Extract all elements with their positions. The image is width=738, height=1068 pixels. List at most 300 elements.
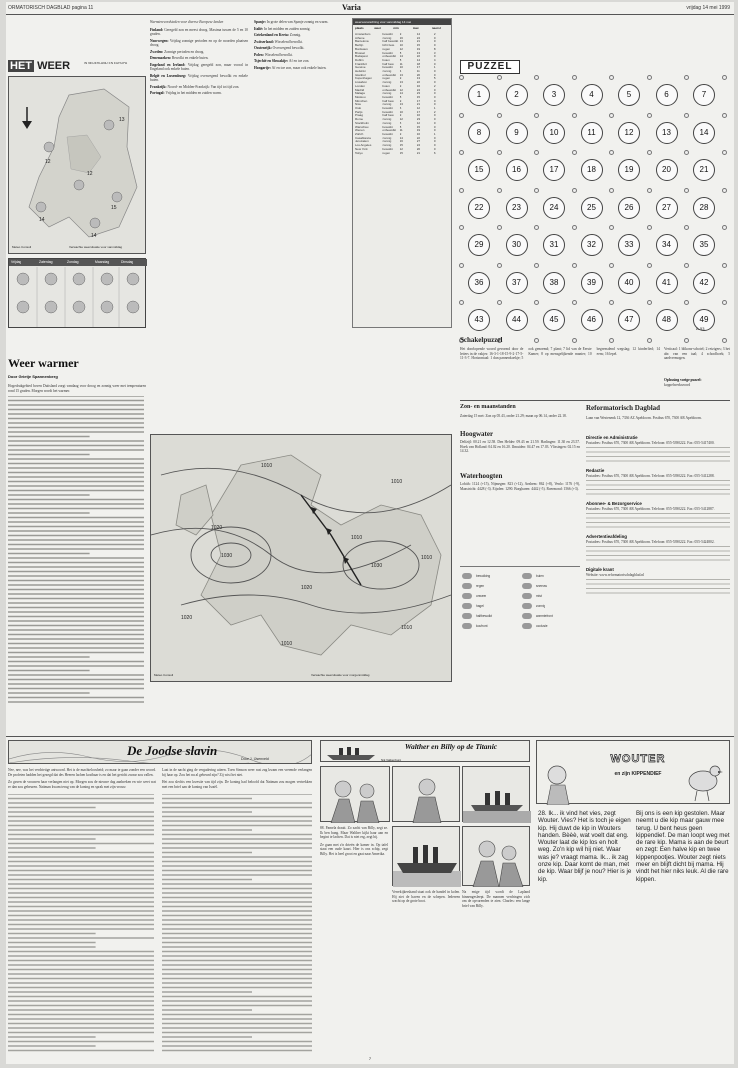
walther-paragraph: Ze gaan met z'n drieën de kamer in. Op tafel staat een oude kaart. Hier is ons schip, zegt Billy. Het is heel groot en gaat naar Amerika. (320, 842, 388, 856)
puzzle-cell[interactable]: 36 (468, 272, 490, 294)
legend-icon (462, 583, 472, 589)
europe-country-column (150, 20, 248, 430)
table-cell: 14 (399, 55, 403, 59)
table-cell: zonnig (382, 81, 392, 85)
colophon-fine-print (586, 577, 730, 595)
colophon-section-heading: Digitale krant (586, 567, 614, 572)
table-cell: bewolkt (382, 33, 393, 36)
puzzle-connector (722, 75, 727, 80)
colophon-heading: Reformatorisch Dagblad (586, 404, 661, 412)
europe-country-text: Geregeld zon en meest droog. Maxima tussen de 5 en 10 graden. (150, 27, 248, 36)
legend-label: halfbewolkt (476, 614, 492, 618)
puzzle-cell[interactable]: 28 (693, 197, 715, 219)
table-cell: 16 (416, 84, 421, 88)
puzzle-cell[interactable]: 3 (543, 84, 565, 106)
table-column-header: plaats (355, 27, 364, 30)
table-cell: 9 (399, 84, 402, 88)
puzzle-cell[interactable]: 47 (618, 309, 640, 331)
table-cell: 0 (433, 95, 436, 99)
map-credit: Meteo Consult (12, 245, 32, 249)
table-cell: 19 (416, 47, 421, 51)
table-cell: 14 (416, 33, 421, 36)
isobar-label: 1010 (351, 535, 363, 541)
puzzle-cell[interactable]: 26 (618, 197, 640, 219)
puzzle-cell[interactable]: 9 (506, 122, 528, 144)
table-cell: Praag (355, 114, 364, 118)
table-cell: 15 (416, 95, 421, 99)
table-cell: 1 (433, 66, 436, 70)
table-cell: half bew. (382, 114, 395, 118)
puzzle-cell[interactable]: 16 (506, 159, 528, 181)
europe-country-text: In grote delen van Spanje zonnig en warm. (266, 20, 329, 24)
table-cell: Zürich (355, 132, 364, 136)
puzzle-cell[interactable]: 22 (468, 197, 490, 219)
puzzle-cell[interactable]: 15 (468, 159, 490, 181)
colophon-fine-print (586, 445, 730, 463)
puzzle-connector (647, 113, 652, 118)
europe-country-name: Griekenland en Kreta: (254, 33, 290, 37)
colophon-section-text: Postadres: Postbus 670, 7300 AR Apeldoorn. Telefoon: 055-5390222. Fax: 055-5412887. (586, 506, 715, 511)
walther-col3: Na enige tijd wordt de Lapland binnengesleept. De mannen verdringen zich om de opvarenden te zien. Charles: een lange brief van Billy. (462, 890, 530, 908)
table-cell: 20 (416, 73, 421, 77)
puzzle-connector (572, 150, 577, 155)
table-cell: Jeruzalem (355, 140, 369, 144)
header-section: Varia (342, 3, 361, 12)
colophon-fine-print (586, 544, 730, 562)
table-cell: 21 (416, 103, 421, 107)
slavin-paragraph: Zo gaven de vrouwen haar verlangen niet op. Morgen zou de nieuwe dag aanbreken en wie weet wat er dan zou gebeuren. Naäman kwam terug van de koning en sprak met zijn vrouw. (8, 780, 156, 789)
puzzle-cell[interactable]: 12 (618, 122, 640, 144)
comic-panel-art (393, 767, 461, 823)
table-cell: Budapest (355, 55, 368, 59)
table-cell: 13 (399, 103, 403, 107)
table-cell: Madrid (355, 88, 365, 92)
table-cell: 4 (399, 70, 402, 74)
colophon-address: Laan van Westenenk 12, 7336 AZ Apeldoorn. Postbus 670, 7300 AR Apeldoorn. (586, 416, 702, 420)
puzzle-logo: PUZZEL (460, 60, 520, 74)
slavin-author: Door J. IJsenveld (241, 757, 269, 761)
table-cell: zonnig (382, 140, 392, 144)
puzzle-connector (647, 300, 652, 305)
puzzle-cell[interactable]: 1 (468, 84, 490, 106)
colophon-section-heading: Directie en Administratie (586, 435, 638, 440)
puzzle-cell[interactable]: 23 (506, 197, 528, 219)
weather-logo-sub: IN NEDERLAND EN EUROPA (84, 62, 128, 65)
puzzle-connector (497, 113, 502, 118)
puzzle-connector (497, 225, 502, 230)
isobar-label: 1020 (181, 615, 193, 621)
isobar-label: 1010 (391, 479, 403, 485)
puzzle-connector (497, 150, 502, 155)
puzzle-cell[interactable]: 40 (618, 272, 640, 294)
table-cell: 8 (399, 95, 402, 99)
puzzle-cell[interactable]: 18 (581, 159, 603, 181)
table-cell: Los Angeles (355, 144, 372, 148)
table-cell: 0 (433, 140, 436, 144)
europe-country-name: Portugal: (150, 91, 166, 95)
europe-country-entry (150, 50, 248, 55)
table-cell: 9 (399, 77, 402, 81)
puzzle-connector (459, 225, 464, 230)
puzzle-connector (609, 263, 614, 268)
puzzle-cell[interactable]: 2 (506, 84, 528, 106)
table-cell: 2 (433, 33, 436, 36)
legend-icon (462, 573, 472, 579)
table-cell: half bew. (382, 99, 395, 103)
legend-label: warmtefront (536, 614, 553, 618)
europe-country-entry (150, 56, 248, 61)
table-cell: Dublin (355, 58, 364, 62)
puzzle-cell[interactable]: 46 (581, 309, 603, 331)
forecast-day: Zondag (67, 260, 79, 264)
table-cell: 1 (433, 107, 436, 111)
table-cell: 22 (416, 136, 421, 140)
comic-panel-1 (320, 766, 390, 822)
europe-country-column-2 (254, 20, 348, 430)
europe-country-name: Polen: (254, 52, 265, 57)
table-cell: 11 (399, 62, 403, 66)
puzzle-connector (684, 263, 689, 268)
puzzle-connector (534, 150, 539, 155)
sun-heading: Zon- en maanstanden (460, 404, 516, 410)
europe-country-entry (254, 53, 348, 58)
wouter-col2: Bij ons is een kip gestolen. Maar neemt u die kip maar gauw mee terug. U bent heus geen kippendief. De man loopt weg met de rare kip. Mama is aan de beurt en zegt: Een halve kip en twee kippenpootjes. Wouter zegt niets meer en blijft dicht bij mama. Hij vindt het hier niks leuk. Al die rare kippen. (636, 810, 730, 883)
table-cell: 14 (399, 136, 403, 140)
puzzle-cell[interactable]: 29 (468, 234, 490, 256)
puzzle-cell[interactable]: 11 (581, 122, 603, 144)
table-cell: bewolkt (382, 147, 393, 151)
legend-label: hagel (476, 604, 484, 608)
comic-panel-2 (392, 766, 460, 822)
puzzle-cell[interactable]: 31 (543, 234, 565, 256)
table-cell: 11 (399, 129, 403, 133)
puzzle-cell[interactable]: 25 (581, 197, 603, 219)
puzzle-cell[interactable]: 45 (543, 309, 565, 331)
europe-country-name: Denemarken: (150, 56, 172, 60)
puzzle-connector (572, 225, 577, 230)
puzzle-cell[interactable]: 10 (543, 122, 565, 144)
weather-logo-prefix: HET (10, 60, 32, 72)
puzzle-connector (534, 188, 539, 193)
table-cell: Athene (355, 36, 365, 40)
puzzle-cell[interactable]: 20 (656, 159, 678, 181)
legend-label: occlusie (536, 624, 548, 628)
puzzle-connector (534, 225, 539, 230)
puzzle-cell[interactable]: 39 (581, 272, 603, 294)
table-cell: 0 (433, 36, 436, 40)
puzzle-cell[interactable]: 21 (693, 159, 715, 181)
puzzle-connector (684, 188, 689, 193)
slavin-paragraph: Nee, nee, was het verdrietige antwoord. Het is de machteloosheid; zo maar te gaan zonder een woord. De profeten hadden het gezegd dat des Heeren lachen kostbaar is en dat het gericht zwaar zou vallen. (8, 768, 156, 777)
puzzle-cell[interactable]: 49 (693, 309, 715, 331)
europe-country-name: Italië: (254, 26, 265, 31)
table-cell: 13 (416, 77, 421, 81)
table-cell: 2 (433, 110, 436, 114)
table-cell: 5 (399, 121, 402, 125)
forecast-day: Vrijdag (11, 260, 22, 264)
puzzle-connector (534, 300, 539, 305)
europe-country-text: Wisselend bewolkt. (264, 52, 293, 57)
table-cell: 13 (399, 73, 403, 77)
table-cell: 24 (416, 36, 421, 40)
table-cell: Helsinki (355, 70, 366, 74)
legend-icon (522, 593, 532, 599)
table-cell: 2 (433, 84, 436, 88)
puzzle-connector (684, 150, 689, 155)
table-header-row (355, 27, 451, 31)
legend-label: regen (476, 584, 485, 588)
netherlands-map-graphic (9, 77, 147, 247)
puzzle-grid[interactable] (460, 76, 724, 330)
table-cell: 0 (433, 73, 436, 77)
table-cell: 0 (433, 99, 436, 103)
table-cell: 0 (433, 62, 436, 66)
table-cell: zonnig (382, 103, 392, 107)
puzzle-cell[interactable]: 19 (618, 159, 640, 181)
europe-country-list (150, 28, 248, 96)
europe-country-entry (254, 20, 348, 25)
table-column-header: weer (374, 27, 382, 30)
europe-map-caption: Verwachte weersituatie voor morgenmiddag (311, 673, 370, 677)
legend-label: bewolking (476, 574, 491, 578)
map-temp-label: 12 (87, 171, 93, 177)
puzzle-connector (722, 300, 727, 305)
colophon-section-text: Postadres: Postbus 670, 7300 AR Apeldoorn. Telefoon: 055-5390222. Fax: 055-5412288. (586, 473, 715, 478)
legend-label: onweer (476, 594, 487, 598)
map-temp-label: 14 (39, 217, 45, 223)
puzzle-connector (647, 225, 652, 230)
puzzle-connector (609, 225, 614, 230)
europe-map-credit: Meteo Consult (154, 673, 174, 677)
legend-icon (522, 583, 532, 589)
table-cell: 1 (433, 132, 436, 136)
table-column-header: min (393, 27, 399, 30)
map-caption: Verwachte weersituatie voor vanmiddag (69, 245, 123, 249)
table-cell: Nice (355, 103, 362, 107)
table-cell: 0 (433, 103, 436, 107)
puzzle-cell[interactable]: 34 (656, 234, 678, 256)
europe-country-text: Wisselend bewolkt. (274, 39, 303, 44)
europe-map-graphic (151, 435, 453, 675)
europe-country-text: Af en toe zon, maar ook enkele buien. (271, 65, 327, 70)
table-cell: Rome (355, 118, 364, 122)
table-cell: 12 (399, 118, 403, 122)
table-cell: 19 (416, 129, 421, 133)
europe-country-entry (150, 63, 248, 72)
tide-heading: Hoogwater (460, 430, 494, 438)
puzzle-cell[interactable]: 8 (468, 122, 490, 144)
water-heading: Waterhoogten (460, 472, 503, 480)
puzzle-connector (684, 300, 689, 305)
page-number: 7 (368, 1056, 372, 1061)
puzzle-cell[interactable]: 38 (543, 272, 565, 294)
table-cell: 12 (399, 88, 403, 92)
table-cell: 12 (399, 47, 403, 51)
table-cell: 6 (433, 151, 436, 155)
europe-heading: Warmterecordsteden voor diverse Europese landen (150, 20, 224, 24)
isobar-label: 1020 (301, 585, 313, 591)
table-column-header: max (412, 27, 419, 30)
table-cell: 15 (399, 151, 403, 155)
table-cell: 0 (433, 81, 436, 85)
puzzle-cell[interactable]: 43 (468, 309, 490, 331)
slavin-paragraph: Laat in de nacht ging de vergadering uiteen. Toen Simson weer rust zag kwam een vreemde verlangen bij haar op. Zou het nu al gebeurd zijn? Zij wist het niet. (162, 768, 312, 777)
table-cell: 0 (433, 92, 436, 96)
puzzle-cell[interactable]: 30 (506, 234, 528, 256)
table-cell: 9 (399, 132, 402, 136)
europe-country-name: Noorwegen: (150, 38, 170, 43)
wouter-banner (536, 740, 730, 804)
europe-country-text: Vrijdag in het midden en zuiden warm. (165, 91, 222, 95)
legend-label: koufront (476, 624, 488, 628)
table-body (355, 33, 451, 327)
table-cell: zonnig (382, 136, 392, 140)
puzzle-cell[interactable]: 35 (693, 234, 715, 256)
puzzle-cell[interactable]: 7 (693, 84, 715, 106)
puzzle-cell[interactable]: 37 (506, 272, 528, 294)
table-row (355, 152, 451, 156)
puzzle-connector (534, 75, 539, 80)
puzzle-connector (572, 263, 577, 268)
puzzle-cell[interactable]: 24 (543, 197, 565, 219)
weather-legend (460, 566, 580, 682)
table-cell: bewolkt (382, 132, 393, 136)
table-cell: 23 (416, 118, 421, 122)
table-cell: half bew. (382, 62, 395, 66)
puzzle-cell[interactable]: 32 (581, 234, 603, 256)
table-cell: 0 (433, 144, 436, 148)
puzzle-cell[interactable]: 27 (656, 197, 678, 219)
europe-country-entry (254, 33, 348, 38)
puzzle-cell[interactable]: 41 (656, 272, 678, 294)
table-cell: 13 (399, 40, 403, 44)
europe-country-name: België en Luxemburg: (150, 73, 188, 78)
table-cell: bewolkt (382, 66, 393, 70)
table-cell: 4 (433, 58, 436, 62)
table-cell: 10 (399, 44, 403, 48)
puzzle-connector (609, 113, 614, 118)
puzzle-cell[interactable]: 6 (656, 84, 678, 106)
table-cell: 15 (399, 144, 403, 148)
comic-panel-art (463, 767, 531, 823)
table-cell: Kopenhagen (355, 77, 373, 81)
legend-icon (522, 573, 532, 579)
table-cell: licht bew. (382, 44, 395, 48)
puzzle-cell[interactable]: 13 (656, 122, 678, 144)
table-cell: Parijs (355, 110, 363, 114)
puzzle-cell[interactable]: 5 (618, 84, 640, 106)
table-cell: 24 (416, 144, 421, 148)
weather-logo-title: WEER (37, 60, 71, 72)
legend-icon (462, 593, 472, 599)
puzzle-cell[interactable]: 48 (656, 309, 678, 331)
colophon-sections (586, 430, 730, 682)
table-cell: 0 (433, 147, 436, 151)
puzzle-cell[interactable]: 14 (693, 122, 715, 144)
puzzle-connector (647, 263, 652, 268)
table-cell: Moskou (355, 95, 366, 99)
europe-country-text: Noord- en Midden-Frankrijk: Van tijd tot tijd zon. (167, 84, 240, 89)
puzzle-connector (647, 75, 652, 80)
newspaper-page (6, 2, 734, 1064)
map-temp-label: 12 (45, 159, 51, 165)
europe-country-name: Hongarije: (254, 65, 272, 70)
legend-icon (522, 613, 532, 619)
legend-label: sneeuw (536, 584, 547, 588)
table-cell: 14 (399, 92, 403, 96)
table-cell: 0 (433, 40, 436, 44)
europe-country-name: Finland: (150, 27, 165, 32)
puzzle-connector (684, 75, 689, 80)
comic-panel-3 (462, 766, 530, 822)
legend-icon (462, 603, 472, 609)
comic-panel-art (463, 827, 531, 887)
table-cell: 17 (416, 110, 421, 114)
puzzle-connector (722, 225, 727, 230)
table-cell: zonnig (382, 36, 392, 40)
puzzle-connector (647, 150, 652, 155)
puzzle-connector (609, 300, 614, 305)
header-rule (6, 14, 734, 15)
puzzle-cell[interactable]: 44 (506, 309, 528, 331)
header-date: vrijdag 14 mei 1999 (686, 5, 730, 11)
puzzle-connector (459, 263, 464, 268)
slavin-title: De Joodse slavin (127, 743, 218, 758)
puzzle-cell[interactable]: 33 (618, 234, 640, 256)
table-cell: buien (382, 84, 390, 88)
isobar-label: 1010 (401, 625, 413, 631)
table-cell: 13 (416, 51, 421, 55)
table-cell: 6 (399, 107, 402, 111)
puzzle-connector (497, 75, 502, 80)
walther-banner (320, 740, 530, 762)
table-cell: 11 (416, 70, 420, 74)
table-header (355, 27, 451, 31)
map-temp-label: 15 (111, 205, 117, 211)
table-cell: 0 (433, 121, 436, 125)
comic-panel-art (321, 767, 391, 823)
colophon-fine-print (586, 511, 730, 529)
puzzle-connector (497, 263, 502, 268)
table-cell: Warschau (355, 125, 369, 129)
weather-headline: Weer warmer (8, 356, 79, 370)
puzzle-cell[interactable]: 4 (581, 84, 603, 106)
table-cell: 8 (399, 125, 402, 129)
table-cell: 27 (416, 140, 421, 144)
europe-country-text: Vrijdag overwegend bewolkt en enkele buien. (150, 73, 248, 82)
puzzle-connector (572, 300, 577, 305)
legend-icon (462, 623, 472, 629)
europe-country-text: Overwegend bewolkt. (272, 46, 305, 50)
europe-country-entry (254, 40, 348, 45)
europe-country-text: Af en toe zon. (288, 59, 310, 63)
table-cell: zonnig (382, 70, 392, 74)
table-cell: Tokyo (355, 151, 363, 155)
puzzle-cell[interactable]: 42 (693, 272, 715, 294)
table-cell: 15 (416, 125, 421, 129)
colophon-fine-print (586, 478, 730, 496)
table-cell: 21 (416, 40, 421, 44)
table-cell: bewolkt (382, 95, 393, 99)
puzzle-cell[interactable]: 17 (543, 159, 565, 181)
slavin-paragraph: Het zou slechts een kwestie van tijd zijn. De koning had beloofd dat Naäman zou mogen vertrekken met een brief aan de koning van Israël. (162, 780, 312, 789)
europe-weather-table (352, 18, 452, 328)
five-day-forecast (8, 258, 146, 328)
table-cell: zonnig (382, 121, 392, 125)
table-cell: 13 (399, 81, 403, 85)
table-cell: 16 (399, 36, 403, 40)
table-cell: 16 (399, 140, 403, 144)
